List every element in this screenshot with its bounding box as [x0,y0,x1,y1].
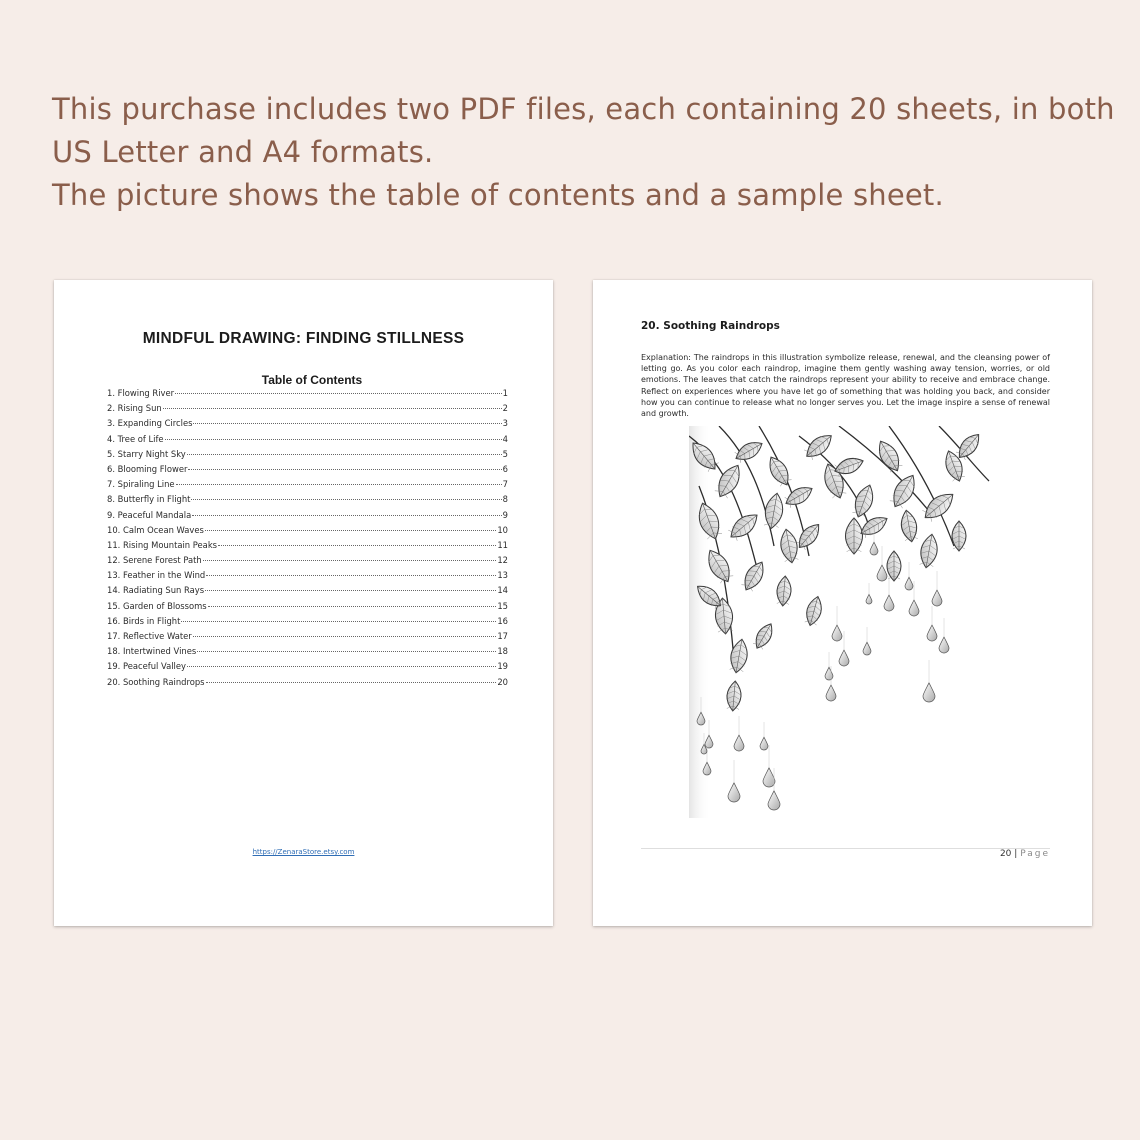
toc-entry [107,479,508,494]
toc-entry [107,661,508,676]
toc-entry [107,631,508,646]
toc-leader-dots [206,682,497,683]
toc-leader-dots [187,666,496,667]
raindrop [825,667,833,680]
toc-entry-title: 19. Peaceful Valley [107,661,186,672]
leaf [728,638,750,674]
toc-leader-dots [192,515,501,516]
raindrop [884,595,894,611]
toc-entry [107,510,508,525]
toc-entry-page: 16 [497,615,508,626]
toc-entry-page: 17 [497,631,508,641]
document-title: MINDFUL DRAWING: FINDING STILLNESS [142,330,465,347]
toc-entry-page: 14 [497,585,508,596]
raindrop [909,600,919,616]
toc-leader-dots [165,439,502,440]
toc-entry-page: 12 [497,555,508,566]
footer-rule [641,848,1050,849]
page-label: Page [1020,849,1050,859]
toc-entry-title: 10. Calm Ocean Waves [107,524,204,535]
toc-leader-dots [203,560,497,561]
toc-entry-title: 2. Rising Sun [107,403,162,414]
page-number-value: 20 [999,849,1012,859]
leaf [765,453,794,488]
toc-entry-page: 2 [502,403,508,414]
toc-entry-page: 20 [497,676,508,687]
toc-leader-dots [175,393,502,394]
toc-leader-dots [205,590,496,591]
toc-leader-dots [208,606,497,607]
toc-entry-title: 18. Intertwined Vines [107,646,197,657]
raindrop [923,683,935,702]
raindrop [939,637,949,653]
toc-entry [107,434,508,449]
toc-entry-title: 11. Rising Mountain Peaks [107,539,218,550]
leaf [733,437,766,464]
toc-entry-title: 14. Radiating Sun Rays [107,585,205,596]
toc-entry-title: 7. Spiraling Line [107,479,175,490]
toc-leader-dots [206,575,496,576]
raindrop [734,735,744,751]
sheet-explanation: Explanation: The raindrops in this illustration symbolize release, renewal, and the cleansing power of letting go. As you color each raindrop, imagine them gently washing away tension, worries, or old emotions. The leaves that catch the raindrops represent your ability to receive and embrace change. Reflect on experiences where you have let go of something that was holding you back, and consider how you can continue to release what no longer serves you. Let the image inspire a sense of renewal and growth. [641,353,1050,419]
toc-leader-dots [193,636,497,637]
toc-entry [107,540,508,555]
toc-entry [107,449,508,464]
headline-line-3: The picture shows the table of contents and a sample sheet. [52,178,944,212]
toc-entry [107,585,508,600]
toc-entry-title: 13. Feather in the Wind [107,570,206,581]
toc-leader-dots [218,545,496,546]
toc-entry [107,388,508,403]
sample-sheet-page [593,280,1092,926]
toc-entry-page: 9 [502,509,508,520]
toc-entry-title: 1. Flowing River [107,388,175,398]
raindrop [839,650,849,666]
raindrop [877,565,887,581]
raindrop [905,577,913,590]
toc-entry [107,616,508,631]
leaf [726,509,762,543]
toc-entry [107,555,508,570]
page-number-separator: | [1014,849,1018,859]
toc-leader-dots [176,484,502,485]
toc-leader-dots [197,651,496,652]
store-link[interactable]: https://ZenaraStore.etsy.com [252,848,355,856]
toc-heading: Table of Contents [261,373,363,387]
leaves-raindrops-illustration [689,426,994,818]
leaf [740,558,769,593]
leaf [763,492,786,530]
leaf [918,533,940,569]
toc-entry-page: 19 [497,661,508,672]
toc-entry [107,494,508,509]
headline [52,88,1115,217]
toc-entry-title: 20. Soothing Raindrops [107,676,205,687]
raindrop [826,685,836,701]
toc-entry-page: 13 [497,570,508,581]
toc-entry-page: 4 [502,433,508,444]
toc-entry-title: 15. Garden of Blossoms [107,600,207,611]
raindrop [832,625,842,641]
toc-entry [107,403,508,418]
raindrop [863,642,871,655]
toc-entry-page: 8 [502,494,508,505]
toc-entry-page: 5 [502,448,508,459]
leaf [783,482,816,509]
toc-entry-title: 9. Peaceful Mandala [107,509,192,520]
leaf [803,595,824,628]
leaf [952,521,966,551]
raindrop [728,783,740,802]
raindrop [866,594,872,604]
toc-entry-title: 8. Butterfly in Flight [107,494,191,505]
leaf [751,621,776,652]
toc-entry-page: 15 [497,600,508,611]
leaf [794,520,824,552]
toc-entry-title: 4. Tree of Life [107,433,164,444]
toc-leader-dots [188,469,501,470]
sheet-title: 20. Soothing Raindrops [641,320,780,332]
raindrop [768,791,780,810]
toc-entry [107,418,508,433]
toc-entry [107,464,508,479]
leaf [778,528,800,564]
illustration-shading [689,426,711,818]
raindrop [870,542,878,555]
leaf [899,509,919,543]
leaf [776,575,793,606]
toc-entry [107,601,508,616]
toc-entry-title: 3. Expanding Circles [107,418,193,429]
toc-leader-dots [181,621,496,622]
toc-entry-title: 17. Reflective Water [107,631,192,641]
toc-leader-dots [187,454,502,455]
toc-leader-dots [205,530,496,531]
headline-line-2: US Letter and A4 formats. [52,135,434,169]
toc-entry-title: 6. Blooming Flower [107,463,188,474]
leaf [726,680,743,711]
raindrop [760,737,768,750]
toc-entry-page: 10 [497,524,508,535]
raindrop [932,590,942,606]
toc-leader-dots [193,423,501,424]
toc-entry [107,570,508,585]
page-number [1000,849,1050,859]
toc-entry [107,525,508,540]
toc-entry-title: 16. Birds in Flight [107,615,181,626]
toc-leader-dots [191,499,501,500]
toc-entry-page: 7 [502,479,508,490]
toc-entry-title: 12. Serene Forest Path [107,555,202,566]
toc-entry-page: 6 [502,463,508,474]
raindrop [763,768,775,787]
leaf [888,471,921,511]
headline-line-1: This purchase includes two PDF files, each containing 20 sheets, in both [52,92,1115,126]
toc-entry-page: 11 [497,539,508,550]
toc-page [54,280,553,926]
toc-entry [107,646,508,661]
toc-leader-dots [163,408,502,409]
toc-entry-page: 1 [502,388,508,398]
leaf [802,430,836,462]
leaf [846,518,863,554]
toc-entry [107,677,508,692]
toc-entry-page: 3 [502,418,508,429]
toc-entry-title: 5. Starry Night Sky [107,448,186,459]
raindrop [927,625,937,641]
leaf [874,437,905,474]
toc-entry-page: 18 [497,646,508,657]
toc-list [107,388,508,692]
